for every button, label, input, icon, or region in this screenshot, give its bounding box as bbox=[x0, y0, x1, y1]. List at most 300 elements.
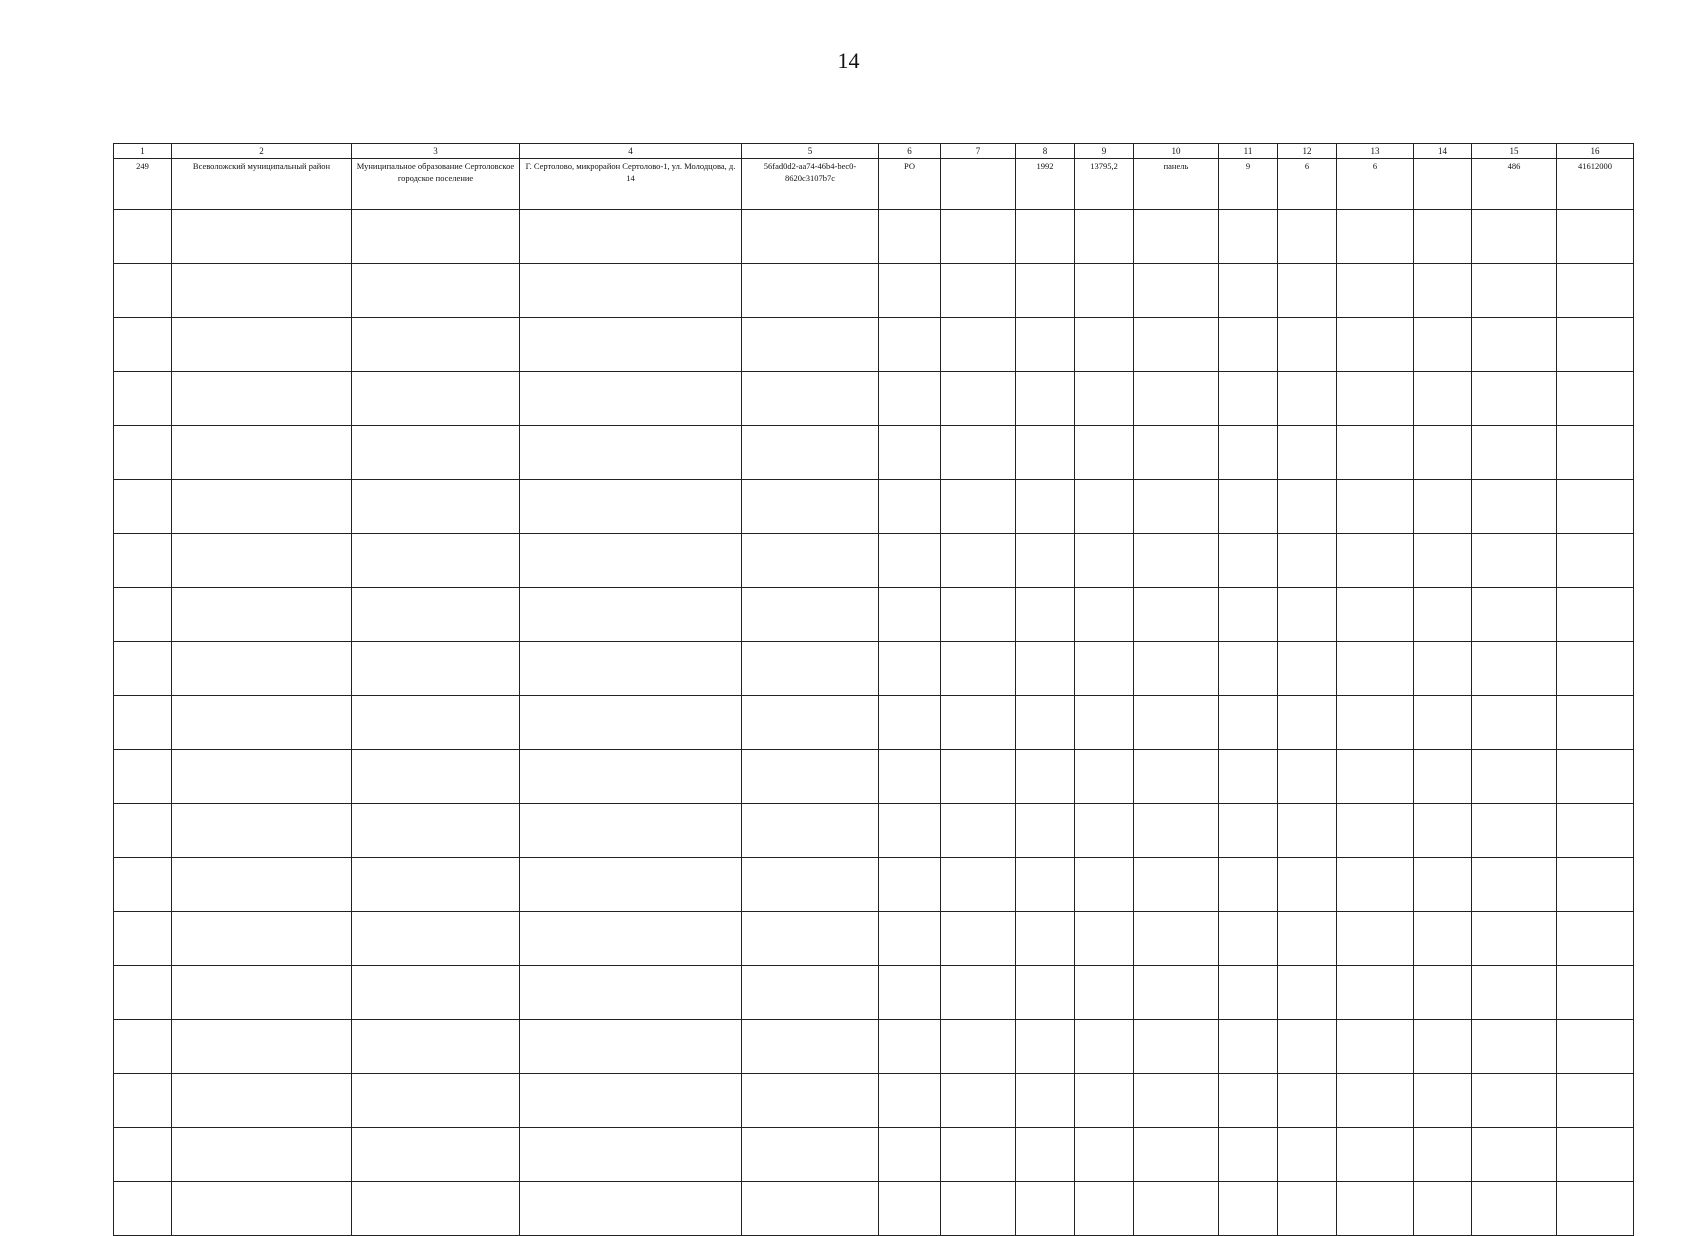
table-row bbox=[114, 1074, 1634, 1128]
col-13-cell bbox=[1337, 966, 1414, 1020]
col-14-cell bbox=[1414, 858, 1472, 912]
floors-cell bbox=[1219, 696, 1278, 750]
area-cell bbox=[1075, 372, 1134, 426]
col-12-cell bbox=[1278, 1128, 1337, 1182]
floors-cell bbox=[1219, 804, 1278, 858]
row-number-cell bbox=[114, 480, 172, 534]
program-code-cell bbox=[879, 588, 941, 642]
col-14-cell bbox=[1414, 426, 1472, 480]
municipality-cell bbox=[352, 966, 520, 1020]
area-cell bbox=[1075, 1182, 1134, 1236]
row-number-cell bbox=[114, 588, 172, 642]
oktmo-cell bbox=[1557, 912, 1634, 966]
floors-cell bbox=[1219, 480, 1278, 534]
year-built-cell bbox=[1016, 1182, 1075, 1236]
row-number-cell bbox=[114, 642, 172, 696]
district-cell bbox=[172, 588, 352, 642]
house-guid-cell bbox=[742, 642, 879, 696]
year-built-cell bbox=[1016, 1020, 1075, 1074]
floors-cell bbox=[1219, 1074, 1278, 1128]
col-14-cell bbox=[1414, 210, 1472, 264]
area-cell bbox=[1075, 858, 1134, 912]
row-number-cell bbox=[114, 1074, 172, 1128]
program-code-cell bbox=[879, 480, 941, 534]
district-cell bbox=[172, 318, 352, 372]
col-14-cell bbox=[1414, 642, 1472, 696]
district-cell bbox=[172, 642, 352, 696]
wall-material-cell bbox=[1134, 912, 1219, 966]
col-13-cell bbox=[1337, 588, 1414, 642]
year-built-cell bbox=[1016, 642, 1075, 696]
program-code-cell bbox=[879, 966, 941, 1020]
col-14-cell bbox=[1414, 912, 1472, 966]
col-12-cell bbox=[1278, 372, 1337, 426]
address-cell bbox=[520, 1128, 742, 1182]
col-13-cell bbox=[1337, 534, 1414, 588]
wall-material-cell bbox=[1134, 534, 1219, 588]
address-cell: Г. Сертолово, микрорайон Сертолово-1, ул. Молодцова, д. 14 bbox=[520, 159, 742, 210]
house-guid-cell bbox=[742, 318, 879, 372]
oktmo-cell bbox=[1557, 210, 1634, 264]
program-code-cell: РО bbox=[879, 159, 941, 210]
column-number-6: 6 bbox=[879, 144, 941, 159]
col-12-cell bbox=[1278, 480, 1337, 534]
col-15-cell bbox=[1472, 534, 1557, 588]
oktmo-cell bbox=[1557, 642, 1634, 696]
table-row bbox=[114, 426, 1634, 480]
municipality-cell bbox=[352, 804, 520, 858]
table-row bbox=[114, 318, 1634, 372]
column-number-14: 14 bbox=[1414, 144, 1472, 159]
house-guid-cell bbox=[742, 750, 879, 804]
house-guid-cell bbox=[742, 534, 879, 588]
year-built-cell: 1992 bbox=[1016, 159, 1075, 210]
col-13-cell bbox=[1337, 372, 1414, 426]
address-cell bbox=[520, 912, 742, 966]
col-15-cell bbox=[1472, 696, 1557, 750]
area-cell bbox=[1075, 750, 1134, 804]
municipality-cell bbox=[352, 858, 520, 912]
floors-cell: 9 bbox=[1219, 159, 1278, 210]
column-number-5: 5 bbox=[742, 144, 879, 159]
year-built-cell bbox=[1016, 750, 1075, 804]
column-number-16: 16 bbox=[1557, 144, 1634, 159]
col-14-cell bbox=[1414, 264, 1472, 318]
col-15-cell bbox=[1472, 912, 1557, 966]
address-cell bbox=[520, 1074, 742, 1128]
area-cell bbox=[1075, 804, 1134, 858]
wall-material-cell bbox=[1134, 696, 1219, 750]
address-cell bbox=[520, 750, 742, 804]
municipality-cell bbox=[352, 750, 520, 804]
row-number-cell bbox=[114, 1020, 172, 1074]
row-number-cell bbox=[114, 750, 172, 804]
table-row bbox=[114, 1182, 1634, 1236]
wall-material-cell bbox=[1134, 750, 1219, 804]
column-number-12: 12 bbox=[1278, 144, 1337, 159]
column-number-9: 9 bbox=[1075, 144, 1134, 159]
house-guid-cell bbox=[742, 1074, 879, 1128]
table-row bbox=[114, 480, 1634, 534]
municipality-cell bbox=[352, 480, 520, 534]
col-15-cell bbox=[1472, 858, 1557, 912]
year-built-cell bbox=[1016, 912, 1075, 966]
col-15-cell bbox=[1472, 750, 1557, 804]
year-built-cell bbox=[1016, 696, 1075, 750]
year-built-cell bbox=[1016, 426, 1075, 480]
area-cell bbox=[1075, 426, 1134, 480]
program-code-cell bbox=[879, 534, 941, 588]
col-12-cell: 6 bbox=[1278, 159, 1337, 210]
oktmo-cell bbox=[1557, 318, 1634, 372]
column-number-13: 13 bbox=[1337, 144, 1414, 159]
program-code-cell bbox=[879, 318, 941, 372]
municipality-cell bbox=[352, 1020, 520, 1074]
col-12-cell bbox=[1278, 426, 1337, 480]
program-code-cell bbox=[879, 1074, 941, 1128]
wall-material-cell bbox=[1134, 858, 1219, 912]
district-cell bbox=[172, 534, 352, 588]
col-12-cell bbox=[1278, 750, 1337, 804]
wall-material-cell bbox=[1134, 264, 1219, 318]
column-number-3: 3 bbox=[352, 144, 520, 159]
col-14-cell bbox=[1414, 750, 1472, 804]
district-cell: Всеволожский муниципальный район bbox=[172, 159, 352, 210]
col-7-cell bbox=[941, 159, 1016, 210]
col-7-cell bbox=[941, 534, 1016, 588]
house-guid-cell bbox=[742, 588, 879, 642]
district-cell bbox=[172, 1074, 352, 1128]
wall-material-cell bbox=[1134, 426, 1219, 480]
oktmo-cell bbox=[1557, 480, 1634, 534]
oktmo-cell bbox=[1557, 372, 1634, 426]
district-cell bbox=[172, 750, 352, 804]
area-cell: 13795,2 bbox=[1075, 159, 1134, 210]
wall-material-cell bbox=[1134, 1074, 1219, 1128]
col-13-cell bbox=[1337, 858, 1414, 912]
floors-cell bbox=[1219, 372, 1278, 426]
col-14-cell bbox=[1414, 480, 1472, 534]
wall-material-cell bbox=[1134, 966, 1219, 1020]
col-13-cell bbox=[1337, 210, 1414, 264]
house-guid-cell: 56fad0d2-aa74-46b4-bec0-8620c3107b7c bbox=[742, 159, 879, 210]
col-7-cell bbox=[941, 1074, 1016, 1128]
col-12-cell bbox=[1278, 966, 1337, 1020]
year-built-cell bbox=[1016, 318, 1075, 372]
col-7-cell bbox=[941, 912, 1016, 966]
year-built-cell bbox=[1016, 1074, 1075, 1128]
floors-cell bbox=[1219, 588, 1278, 642]
col-14-cell bbox=[1414, 1074, 1472, 1128]
col-15-cell bbox=[1472, 642, 1557, 696]
col-13-cell bbox=[1337, 1128, 1414, 1182]
col-14-cell bbox=[1414, 1128, 1472, 1182]
district-cell bbox=[172, 966, 352, 1020]
col-13-cell bbox=[1337, 1020, 1414, 1074]
house-guid-cell bbox=[742, 372, 879, 426]
col-15-cell bbox=[1472, 588, 1557, 642]
municipality-cell bbox=[352, 588, 520, 642]
row-number-cell bbox=[114, 696, 172, 750]
area-cell bbox=[1075, 588, 1134, 642]
address-cell bbox=[520, 264, 742, 318]
program-code-cell bbox=[879, 642, 941, 696]
address-cell bbox=[520, 804, 742, 858]
row-number-cell bbox=[114, 912, 172, 966]
area-cell bbox=[1075, 318, 1134, 372]
program-code-cell bbox=[879, 1020, 941, 1074]
house-guid-cell bbox=[742, 858, 879, 912]
floors-cell bbox=[1219, 534, 1278, 588]
col-12-cell bbox=[1278, 1020, 1337, 1074]
wall-material-cell: панель bbox=[1134, 159, 1219, 210]
program-code-cell bbox=[879, 1182, 941, 1236]
house-guid-cell bbox=[742, 210, 879, 264]
wall-material-cell bbox=[1134, 1020, 1219, 1074]
column-number-11: 11 bbox=[1219, 144, 1278, 159]
col-15-cell bbox=[1472, 210, 1557, 264]
district-cell bbox=[172, 264, 352, 318]
row-number-cell bbox=[114, 1128, 172, 1182]
row-number-cell: 249 bbox=[114, 159, 172, 210]
address-cell bbox=[520, 1020, 742, 1074]
col-7-cell bbox=[941, 804, 1016, 858]
municipality-cell bbox=[352, 1074, 520, 1128]
row-number-cell bbox=[114, 372, 172, 426]
area-cell bbox=[1075, 264, 1134, 318]
column-number-8: 8 bbox=[1016, 144, 1075, 159]
col-14-cell bbox=[1414, 1020, 1472, 1074]
col-15-cell bbox=[1472, 1182, 1557, 1236]
oktmo-cell bbox=[1557, 264, 1634, 318]
address-cell bbox=[520, 642, 742, 696]
col-15-cell bbox=[1472, 426, 1557, 480]
year-built-cell bbox=[1016, 858, 1075, 912]
table-row bbox=[114, 912, 1634, 966]
col-15-cell bbox=[1472, 966, 1557, 1020]
program-code-cell bbox=[879, 372, 941, 426]
area-cell bbox=[1075, 912, 1134, 966]
program-code-cell bbox=[879, 264, 941, 318]
district-cell bbox=[172, 858, 352, 912]
col-13-cell bbox=[1337, 912, 1414, 966]
col-14-cell bbox=[1414, 372, 1472, 426]
year-built-cell bbox=[1016, 804, 1075, 858]
floors-cell bbox=[1219, 912, 1278, 966]
year-built-cell bbox=[1016, 264, 1075, 318]
area-cell bbox=[1075, 642, 1134, 696]
oktmo-cell: 41612000 bbox=[1557, 159, 1634, 210]
col-12-cell bbox=[1278, 1074, 1337, 1128]
oktmo-cell bbox=[1557, 696, 1634, 750]
oktmo-cell bbox=[1557, 426, 1634, 480]
table-row bbox=[114, 264, 1634, 318]
wall-material-cell bbox=[1134, 1182, 1219, 1236]
year-built-cell bbox=[1016, 966, 1075, 1020]
address-cell bbox=[520, 588, 742, 642]
col-14-cell bbox=[1414, 1182, 1472, 1236]
year-built-cell bbox=[1016, 1128, 1075, 1182]
municipality-cell bbox=[352, 264, 520, 318]
year-built-cell bbox=[1016, 210, 1075, 264]
col-13-cell bbox=[1337, 480, 1414, 534]
municipality-cell bbox=[352, 372, 520, 426]
column-number-10: 10 bbox=[1134, 144, 1219, 159]
address-cell bbox=[520, 372, 742, 426]
table-row bbox=[114, 750, 1634, 804]
municipality-cell bbox=[352, 1128, 520, 1182]
oktmo-cell bbox=[1557, 858, 1634, 912]
area-cell bbox=[1075, 1074, 1134, 1128]
house-guid-cell bbox=[742, 1182, 879, 1236]
address-cell bbox=[520, 534, 742, 588]
district-cell bbox=[172, 804, 352, 858]
year-built-cell bbox=[1016, 480, 1075, 534]
col-15-cell bbox=[1472, 804, 1557, 858]
col-13-cell bbox=[1337, 804, 1414, 858]
col-15-cell: 486 bbox=[1472, 159, 1557, 210]
table-row bbox=[114, 858, 1634, 912]
col-12-cell bbox=[1278, 804, 1337, 858]
program-code-cell bbox=[879, 804, 941, 858]
col-7-cell bbox=[941, 696, 1016, 750]
table-row bbox=[114, 159, 1634, 210]
year-built-cell bbox=[1016, 534, 1075, 588]
col-15-cell bbox=[1472, 1074, 1557, 1128]
col-7-cell bbox=[941, 1020, 1016, 1074]
table-row bbox=[114, 696, 1634, 750]
wall-material-cell bbox=[1134, 1128, 1219, 1182]
col-7-cell bbox=[941, 372, 1016, 426]
col-7-cell bbox=[941, 642, 1016, 696]
table-row bbox=[114, 588, 1634, 642]
program-code-cell bbox=[879, 858, 941, 912]
column-number-2: 2 bbox=[172, 144, 352, 159]
table-row bbox=[114, 966, 1634, 1020]
municipality-cell bbox=[352, 1182, 520, 1236]
col-7-cell bbox=[941, 318, 1016, 372]
register-table bbox=[113, 143, 1634, 1236]
col-14-cell bbox=[1414, 696, 1472, 750]
wall-material-cell bbox=[1134, 210, 1219, 264]
municipality-cell bbox=[352, 426, 520, 480]
area-cell bbox=[1075, 480, 1134, 534]
column-number-4: 4 bbox=[520, 144, 742, 159]
oktmo-cell bbox=[1557, 750, 1634, 804]
col-13-cell bbox=[1337, 1074, 1414, 1128]
col-12-cell bbox=[1278, 858, 1337, 912]
program-code-cell bbox=[879, 696, 941, 750]
house-guid-cell bbox=[742, 1128, 879, 1182]
column-number-15: 15 bbox=[1472, 144, 1557, 159]
col-14-cell bbox=[1414, 804, 1472, 858]
oktmo-cell bbox=[1557, 966, 1634, 1020]
program-code-cell bbox=[879, 750, 941, 804]
column-number-1: 1 bbox=[114, 144, 172, 159]
area-cell bbox=[1075, 534, 1134, 588]
floors-cell bbox=[1219, 1128, 1278, 1182]
col-14-cell bbox=[1414, 966, 1472, 1020]
floors-cell bbox=[1219, 1182, 1278, 1236]
col-15-cell bbox=[1472, 1128, 1557, 1182]
district-cell bbox=[172, 696, 352, 750]
column-number-row bbox=[114, 144, 1634, 159]
municipality-cell bbox=[352, 912, 520, 966]
row-number-cell bbox=[114, 210, 172, 264]
col-12-cell bbox=[1278, 264, 1337, 318]
house-guid-cell bbox=[742, 480, 879, 534]
oktmo-cell bbox=[1557, 1020, 1634, 1074]
address-cell bbox=[520, 1182, 742, 1236]
program-code-cell bbox=[879, 1128, 941, 1182]
floors-cell bbox=[1219, 1020, 1278, 1074]
floors-cell bbox=[1219, 318, 1278, 372]
col-13-cell bbox=[1337, 696, 1414, 750]
oktmo-cell bbox=[1557, 588, 1634, 642]
col-7-cell bbox=[941, 966, 1016, 1020]
column-number-7: 7 bbox=[941, 144, 1016, 159]
district-cell bbox=[172, 1182, 352, 1236]
floors-cell bbox=[1219, 966, 1278, 1020]
col-12-cell bbox=[1278, 210, 1337, 264]
house-guid-cell bbox=[742, 426, 879, 480]
address-cell bbox=[520, 210, 742, 264]
district-cell bbox=[172, 210, 352, 264]
col-14-cell bbox=[1414, 534, 1472, 588]
program-code-cell bbox=[879, 912, 941, 966]
col-15-cell bbox=[1472, 372, 1557, 426]
col-15-cell bbox=[1472, 1020, 1557, 1074]
col-13-cell: 6 bbox=[1337, 159, 1414, 210]
area-cell bbox=[1075, 966, 1134, 1020]
municipality-cell bbox=[352, 534, 520, 588]
col-12-cell bbox=[1278, 1182, 1337, 1236]
col-13-cell bbox=[1337, 1182, 1414, 1236]
floors-cell bbox=[1219, 426, 1278, 480]
col-7-cell bbox=[941, 1182, 1016, 1236]
col-15-cell bbox=[1472, 480, 1557, 534]
col-7-cell bbox=[941, 264, 1016, 318]
row-number-cell bbox=[114, 1182, 172, 1236]
municipality-cell bbox=[352, 696, 520, 750]
col-7-cell bbox=[941, 858, 1016, 912]
municipality-cell bbox=[352, 210, 520, 264]
oktmo-cell bbox=[1557, 804, 1634, 858]
address-cell bbox=[520, 696, 742, 750]
col-12-cell bbox=[1278, 318, 1337, 372]
row-number-cell bbox=[114, 426, 172, 480]
floors-cell bbox=[1219, 858, 1278, 912]
col-7-cell bbox=[941, 480, 1016, 534]
oktmo-cell bbox=[1557, 1128, 1634, 1182]
row-number-cell bbox=[114, 858, 172, 912]
program-code-cell bbox=[879, 210, 941, 264]
district-cell bbox=[172, 426, 352, 480]
floors-cell bbox=[1219, 210, 1278, 264]
wall-material-cell bbox=[1134, 804, 1219, 858]
col-7-cell bbox=[941, 210, 1016, 264]
table-row bbox=[114, 1128, 1634, 1182]
house-guid-cell bbox=[742, 912, 879, 966]
row-number-cell bbox=[114, 804, 172, 858]
col-13-cell bbox=[1337, 318, 1414, 372]
table-row bbox=[114, 372, 1634, 426]
district-cell bbox=[172, 1020, 352, 1074]
area-cell bbox=[1075, 210, 1134, 264]
table-row bbox=[114, 642, 1634, 696]
col-14-cell bbox=[1414, 159, 1472, 210]
wall-material-cell bbox=[1134, 480, 1219, 534]
